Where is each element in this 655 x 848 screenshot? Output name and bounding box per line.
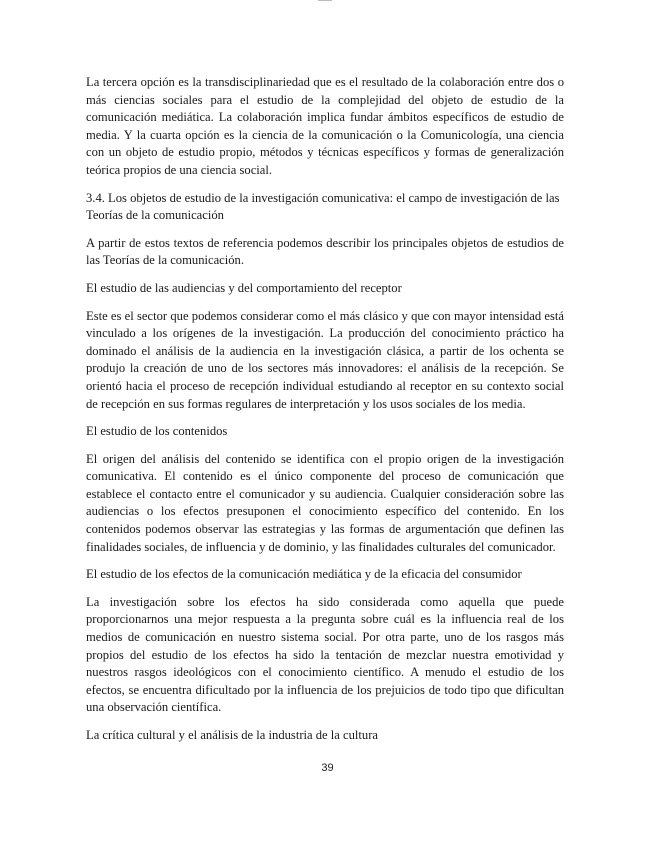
heading-efectos: El estudio de los efectos de la comunicación mediática y de la eficacia del consumidor <box>86 567 522 582</box>
paragraph-audiencias: Este es el sector que podemos considerar como el más clásico y que con mayor intensidad está vinculado a los orígenes de la investigación. La producción del conocimiento práctico ha dominado el análisis de la audiencia en la investigación clásica, a partir de los ochenta se produjo la creación de uno de los sectores más innovadores: el análisis de la recepción. Se orientó hacia el proceso de recepción individual estudiando al receptor en su contexto social de recepción en sus formas regulares de interpretación y los usos sociales de los media. <box>86 308 564 411</box>
top-rule <box>318 0 332 1</box>
page-number: 39 <box>321 762 334 774</box>
heading-critica-cultural: La crítica cultural y el análisis de la industria de la cultura <box>86 728 378 742</box>
paragraph-textos-referencia: A partir de estos textos de referencia podemos describir los principales objetos de estudios de las Teorías de la comunicación. <box>86 235 564 268</box>
heading-audiencias: El estudio de las audiencias y del comportamiento del receptor <box>86 280 402 295</box>
document-body <box>86 74 564 755</box>
paragraph-contenidos: El origen del análisis del contenido se identifica con el propio origen de la investigación comunicativa. El contenido es el único componente del proceso de comunicación que establece el contacto entre el comunicador y su audiencia. Cualquier consideración sobre las audiencias o los efectos presuponen el conocimiento específico del contenido. En los contenidos podemos observar las estrategias y las formas de argumentación que definen las finalidades sociales, de influencia y de dominio, y las finalidades culturales del comunicador. <box>86 451 564 554</box>
section-heading-3-4: 3.4. Los objetos de estudio de la investigación comunicativa: el campo de investigación de las Teorías de la comunicación <box>86 190 560 223</box>
heading-contenidos: El estudio de los contenidos <box>86 424 228 439</box>
paragraph-transdisciplinariedad: La tercera opción es la transdisciplinariedad que es el resultado de la colaboración entre dos o más ciencias sociales para el estudio de la complejidad del objeto de estudio de la comunicación mediática. La colaboración implica fundar ámbitos específicos de estudio de media. Y la cuarta opción es la ciencia de la comunicación o la Comunicología, una ciencia con un objeto de estudio propio, métodos y técnicas específicos y formas de generalización teórica propios de una ciencia social. <box>86 75 564 177</box>
paragraph-efectos: La investigación sobre los efectos ha sido considerada como aquella que puede proporcionarnos una mejor respuesta a la pregunta sobre cuál es la influencia real de los medios de comunicación en nuestro sistema social. Por otra parte, uno de los rasgos más propios del estudio de los efectos ha sido la tentación de mezclar nuestra emotividad y nuestros rasgos ideológicos con el conocimiento científico. A menudo el estudio de los efectos, se encuentra dificultado por la influencia de los prejuicios de todo tipo que dificultan una observación científica. <box>86 594 564 715</box>
